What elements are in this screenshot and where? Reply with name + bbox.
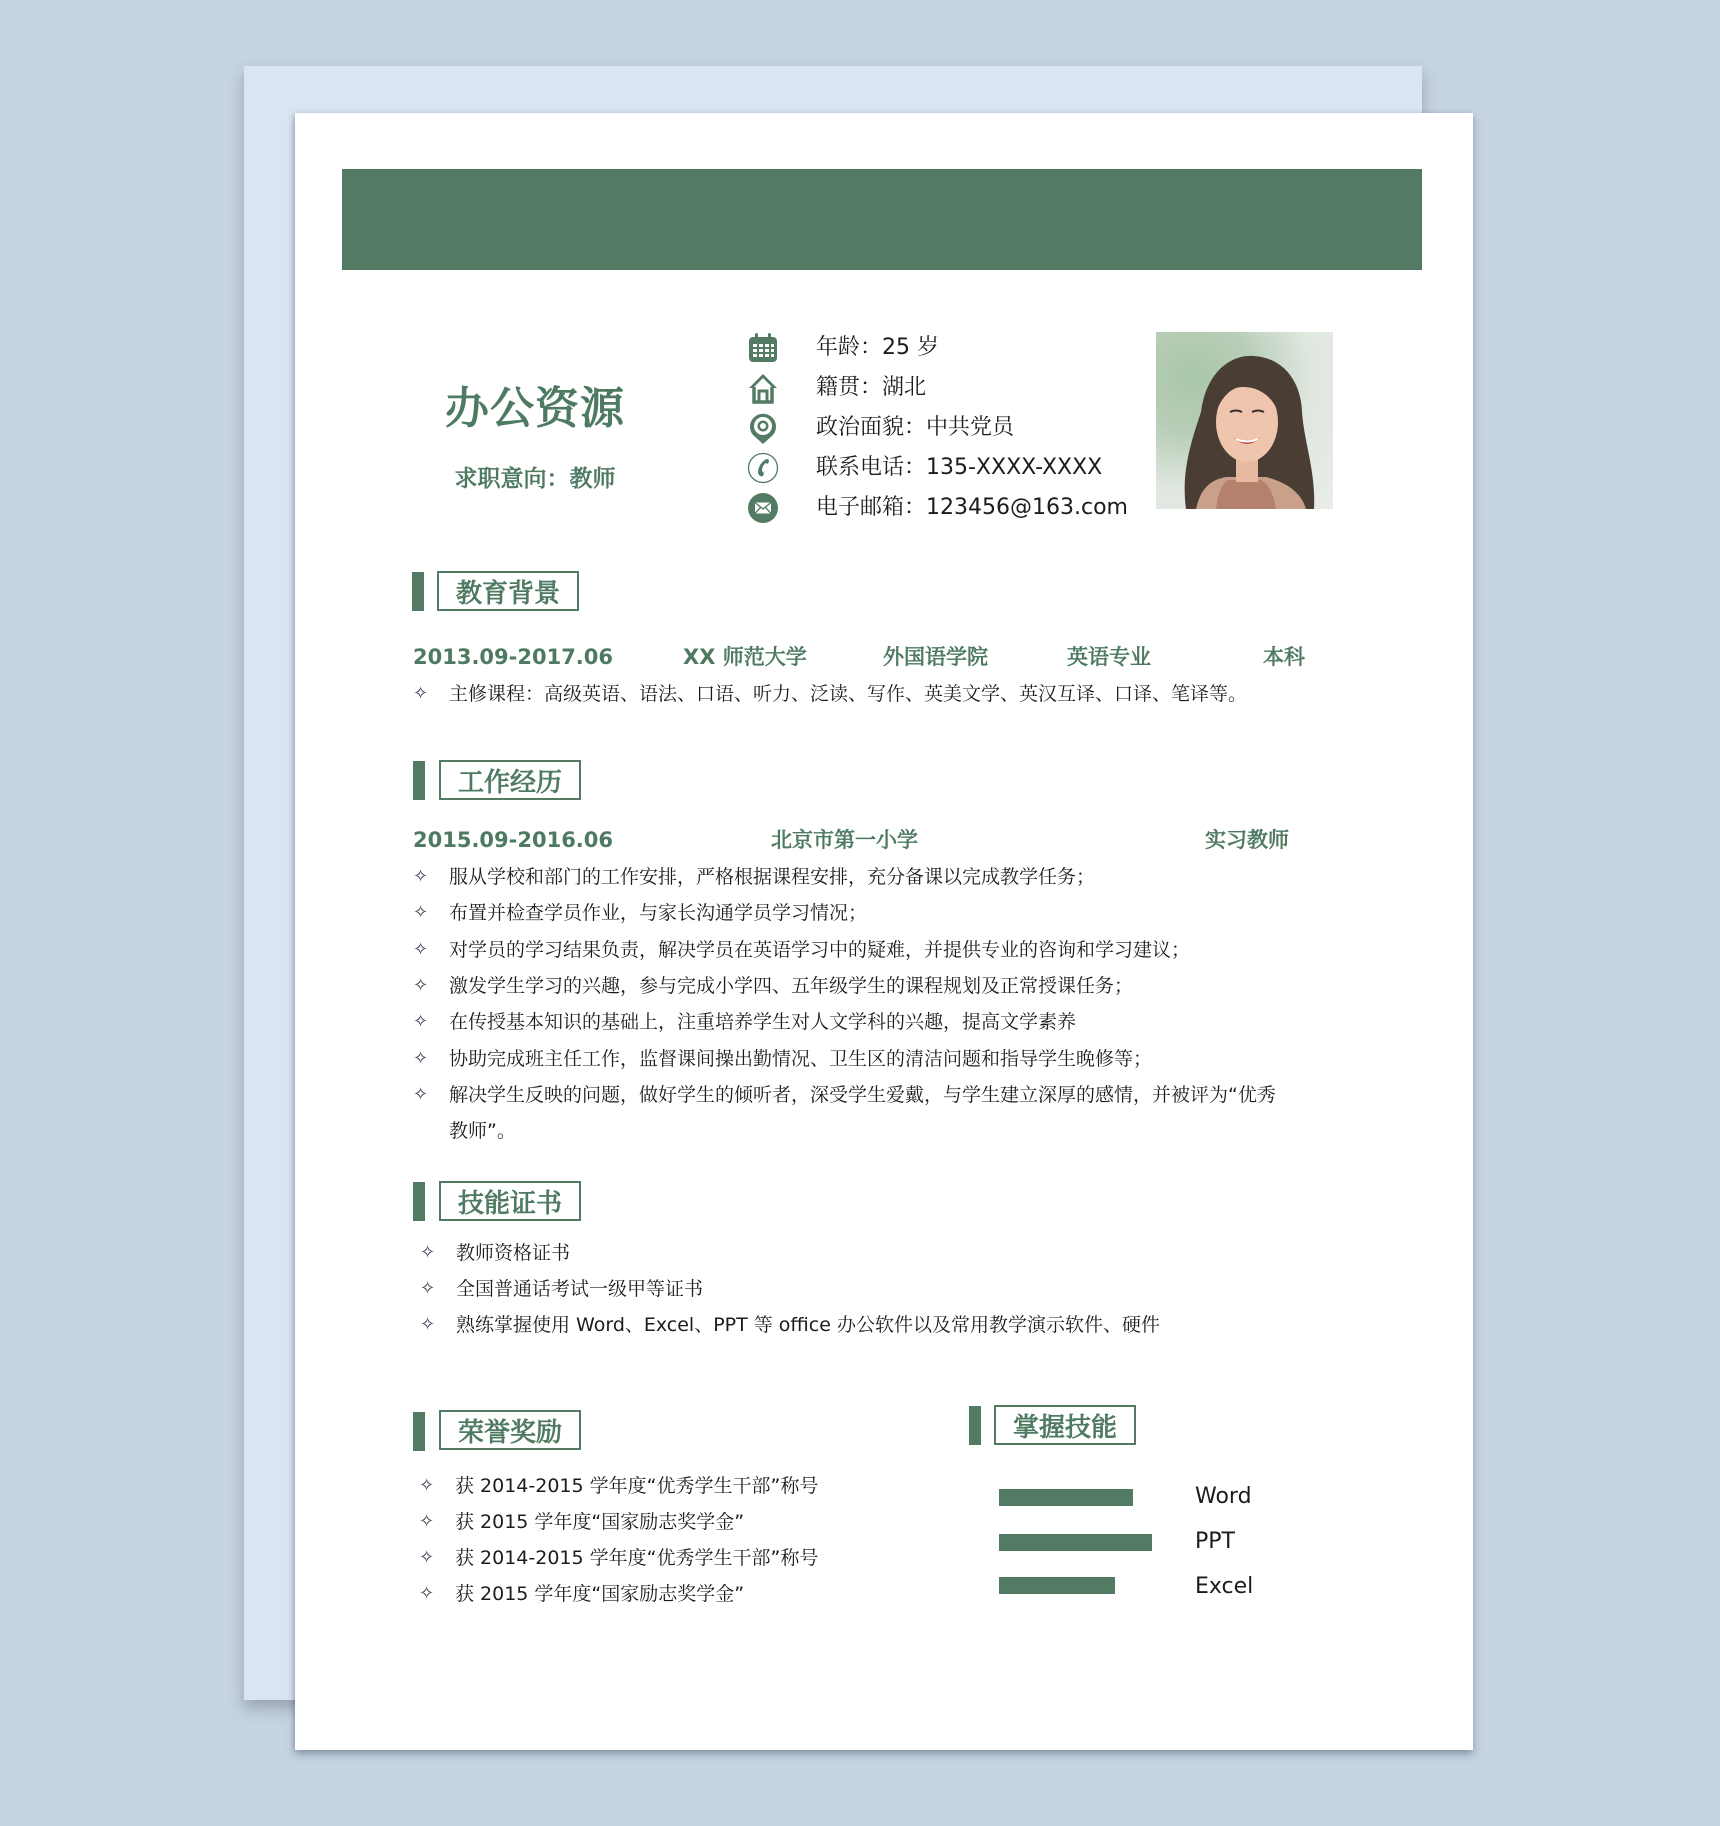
section-title-skills: 掌握技能 — [994, 1405, 1136, 1445]
skill-bar-excel — [999, 1577, 1115, 1594]
info-phone: 联系电话：135-XXXX-XXXX — [816, 455, 1103, 480]
info-email: 电子邮箱：123456@163.com — [816, 495, 1128, 520]
star-bullet-icon: ✧ — [419, 1511, 435, 1532]
section-marker — [413, 1412, 425, 1451]
home-icon — [746, 371, 780, 405]
star-bullet-icon: ✧ — [413, 1084, 429, 1105]
star-bullet-icon: ✧ — [419, 1475, 435, 1496]
star-bullet-icon: ✧ — [413, 1048, 429, 1069]
info-political-status: 政治面貌：中共党员 — [816, 415, 1015, 440]
star-bullet-icon: ✧ — [413, 683, 429, 704]
work-role: 实习教师 — [1205, 828, 1289, 852]
calendar-icon — [746, 331, 780, 365]
info-row-hometown — [746, 370, 927, 406]
star-bullet-icon: ✧ — [413, 975, 429, 996]
skill-bar-word — [999, 1489, 1133, 1506]
star-bullet-icon: ✧ — [413, 939, 429, 960]
work-period: 2015.09-2016.06 — [413, 828, 614, 852]
education-period: 2013.09-2017.06 — [413, 645, 614, 669]
header-banner — [342, 169, 1422, 270]
star-bullet-icon: ✧ — [413, 902, 429, 923]
star-bullet-icon: ✧ — [413, 1011, 429, 1032]
star-bullet-icon: ✧ — [419, 1583, 435, 1604]
section-title-work: 工作经历 — [439, 760, 581, 800]
star-bullet-icon: ✧ — [419, 1547, 435, 1568]
section-marker — [969, 1406, 981, 1445]
candidate-name: 办公资源 — [445, 383, 625, 434]
skill-bar-ppt — [999, 1534, 1152, 1551]
section-title-honors: 荣誉奖励 — [439, 1410, 581, 1450]
profile-photo — [1156, 332, 1333, 509]
info-row-political — [746, 410, 1015, 446]
education-major: 英语专业 — [1067, 645, 1151, 669]
section-marker — [413, 1182, 425, 1221]
info-row-age — [746, 330, 939, 366]
phone-icon — [746, 451, 780, 485]
education-school: XX 师范大学 — [683, 645, 807, 669]
info-hometown: 籍贯：湖北 — [816, 375, 927, 400]
skill-label-excel: Excel — [1195, 1574, 1254, 1599]
info-age: 年龄：25 岁 — [816, 335, 939, 360]
skill-label-ppt: PPT — [1195, 1529, 1235, 1554]
work-company: 北京市第一小学 — [771, 828, 918, 852]
section-title-education: 教育背景 — [437, 571, 579, 611]
info-row-email — [746, 490, 1128, 526]
info-row-phone — [746, 450, 1103, 486]
section-title-certificates: 技能证书 — [439, 1181, 581, 1221]
job-intent: 求职意向：教师 — [454, 466, 616, 492]
star-bullet-icon: ✧ — [420, 1278, 436, 1299]
section-marker — [412, 572, 424, 611]
skill-label-word: Word — [1195, 1484, 1252, 1509]
section-marker — [413, 761, 425, 800]
education-college: 外国语学院 — [883, 645, 988, 669]
location-pin-icon — [746, 411, 780, 445]
education-degree: 本科 — [1263, 645, 1305, 669]
star-bullet-icon: ✧ — [413, 866, 429, 887]
star-bullet-icon: ✧ — [420, 1314, 436, 1335]
mail-icon — [746, 491, 780, 525]
star-bullet-icon: ✧ — [420, 1242, 436, 1263]
